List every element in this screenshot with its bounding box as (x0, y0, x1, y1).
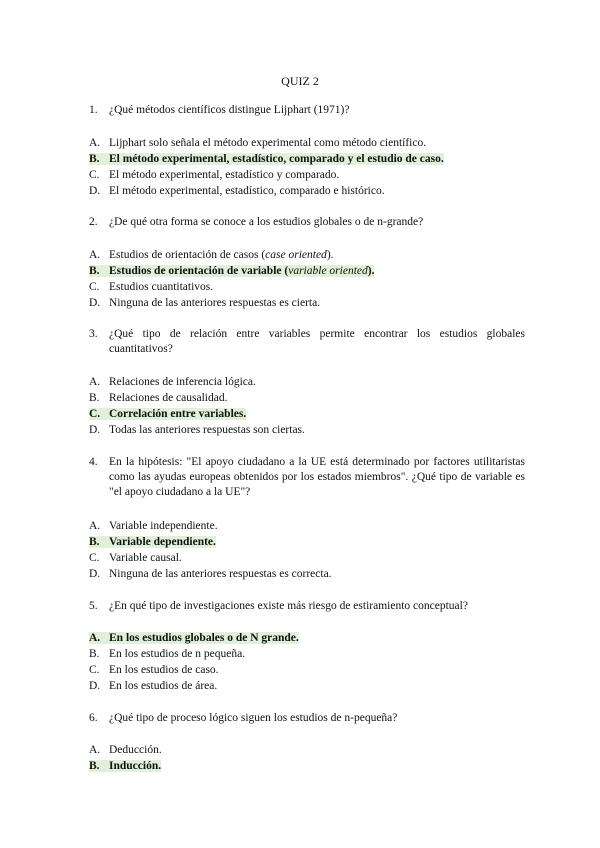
option-2a (89, 248, 334, 263)
option-3c-correct (89, 407, 246, 422)
option-text-end: ). (326, 249, 334, 261)
option-3a (89, 375, 256, 390)
option-letter: B. (89, 392, 100, 404)
option-text-end: ). (367, 265, 375, 277)
option-5d (89, 679, 217, 694)
question-number: 6. (89, 712, 98, 724)
option-text: Estudios de orientación de variable ( (109, 265, 289, 277)
option-5b (89, 647, 245, 662)
question-number: 1. (89, 104, 98, 116)
option-text: El método experimental, estadístico y comparado. (109, 169, 340, 181)
option-1b-correct (89, 152, 444, 167)
option-text: Variable independiente. (109, 520, 218, 532)
option-text: Variable dependiente. (109, 536, 216, 548)
question-text: ¿Qué métodos científicos distingue Lijphart (1971)? (109, 104, 350, 116)
option-1c (89, 168, 339, 183)
option-letter: A. (89, 376, 101, 388)
option-text: En los estudios globales o de N grande. (109, 632, 299, 644)
option-4c (89, 551, 182, 566)
option-2d (89, 296, 320, 311)
question-3 (89, 327, 525, 357)
option-letter: A. (89, 137, 101, 149)
option-text: Ninguna de las anteriores respuestas es cierta. (109, 297, 321, 309)
option-letter: A. (89, 249, 101, 261)
question-1 (89, 103, 525, 118)
option-2c (89, 280, 213, 295)
option-text: En los estudios de n pequeña. (109, 648, 246, 660)
option-letter: C. (89, 552, 100, 564)
option-text: Estudios cuantitativos. (109, 281, 214, 293)
option-4b-correct (89, 535, 216, 550)
option-letter: D. (89, 297, 101, 309)
question-number: 2. (89, 216, 98, 228)
option-letter: A. (89, 520, 101, 532)
option-letter: A. (89, 632, 101, 644)
option-text-italic: case oriented (265, 249, 327, 261)
option-4d (89, 567, 332, 582)
option-letter: A. (89, 744, 101, 756)
question-text: ¿De qué otra forma se conoce a los estudios globales o de n-grande? (109, 216, 424, 228)
option-letter: C. (89, 169, 100, 181)
option-5c (89, 663, 219, 678)
option-text: El método experimental, estadístico, comparado e histórico. (109, 185, 385, 197)
option-text: Inducción. (109, 760, 162, 772)
question-4 (89, 455, 525, 500)
question-number: 5. (89, 600, 98, 612)
option-letter: D. (89, 568, 101, 580)
option-letter: D. (89, 680, 101, 692)
option-2b-correct (89, 264, 374, 279)
option-text: Deducción. (109, 744, 162, 756)
question-number: 4. (89, 456, 98, 468)
option-6a (89, 743, 162, 758)
option-letter: B. (89, 536, 100, 548)
page-title: QUIZ 2 (281, 74, 319, 88)
option-letter: D. (89, 185, 101, 197)
option-1d (89, 184, 385, 199)
question-text: ¿Qué tipo de proceso lógico siguen los estudios de n-pequeña? (109, 712, 398, 724)
option-letter: D. (89, 424, 101, 436)
option-text: Relaciones de causalidad. (109, 392, 228, 404)
question-2 (89, 215, 525, 230)
question-6 (89, 711, 525, 726)
option-6b-correct (89, 759, 161, 774)
option-text: Todas las anteriores respuestas son ciertas. (109, 424, 305, 436)
option-1a (89, 136, 426, 151)
question-text: En la hipótesis: "El apoyo ciudadano a la UE está determinado por factores utilitaristas como las ayudas europeas obtenidos por los estados miembros". ¿Qué tipo de variable es "el apoyo ciudadano a la UE"? (109, 456, 525, 498)
option-letter: B. (89, 153, 100, 165)
option-letter: C. (89, 281, 100, 293)
question-text: ¿En qué tipo de investigaciones existe más riesgo de estiramiento conceptual? (109, 600, 468, 612)
option-text: El método experimental, estadístico, comparado y el estudio de caso. (109, 153, 444, 165)
option-5a-correct (89, 631, 299, 646)
option-letter: B. (89, 265, 100, 277)
question-5 (89, 599, 525, 614)
option-text: Relaciones de inferencia lógica. (109, 376, 256, 388)
option-3b (89, 391, 227, 406)
option-text: Correlación entre variables. (109, 408, 247, 420)
option-text: En los estudios de área. (109, 680, 218, 692)
option-text: Lijphart solo señala el método experimental como método científico. (109, 137, 427, 149)
option-letter: C. (89, 664, 100, 676)
option-text: En los estudios de caso. (109, 664, 219, 676)
option-letter: C. (89, 408, 101, 420)
option-3d (89, 423, 305, 438)
option-text: Ninguna de las anteriores respuestas es correcta. (109, 568, 332, 580)
option-4a (89, 519, 218, 534)
option-letter: B. (89, 760, 100, 772)
question-number: 3. (89, 328, 98, 340)
option-text-italic: variable oriented (288, 265, 368, 277)
option-text: Estudios de orientación de casos ( (109, 249, 266, 261)
question-text: ¿Qué tipo de relación entre variables permite encontrar los estudios globales cuantitativos? (109, 328, 525, 355)
option-text: Variable causal. (109, 552, 182, 564)
option-letter: B. (89, 648, 100, 660)
